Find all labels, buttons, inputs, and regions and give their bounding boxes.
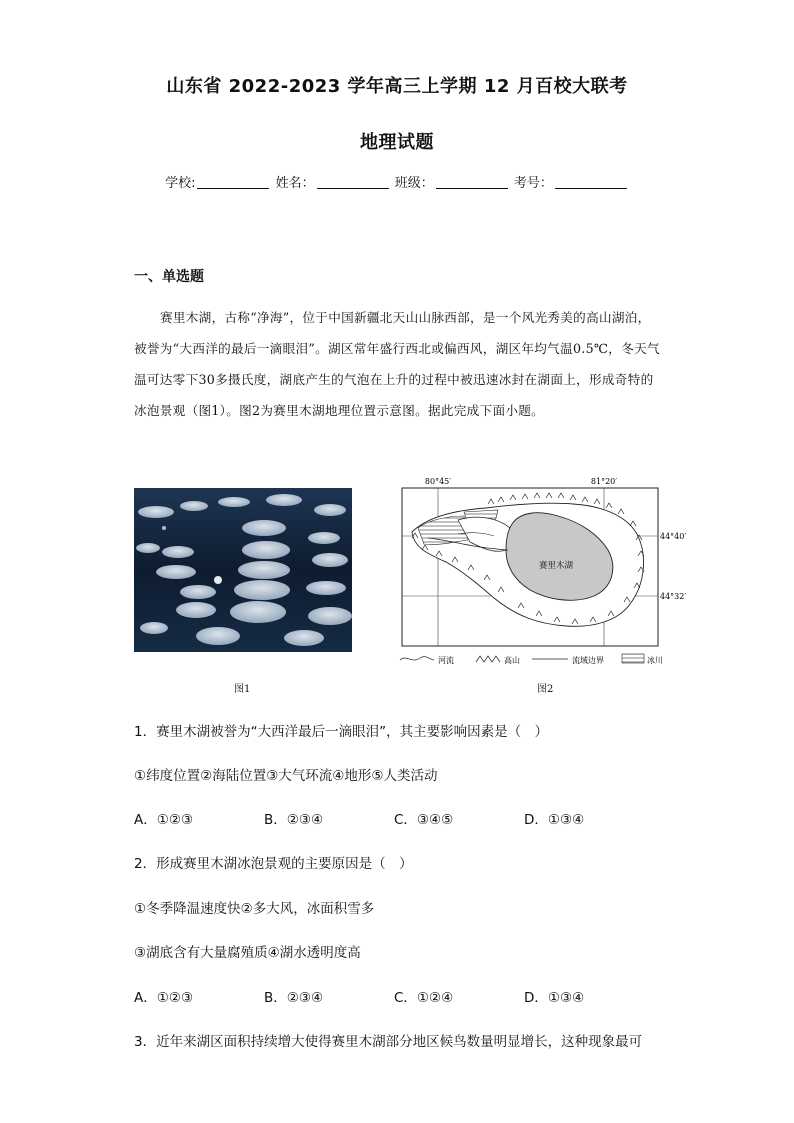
longitude-right: 81°20′: [590, 477, 618, 486]
question-1-items: ①纬度位置②海陆位置③大气环流④地形⑤人类活动: [134, 768, 438, 784]
question-3-stem: 3．近年来湖区面积持续增大使得赛里木湖部分地区候鸟数量明显增长，这种现象最可: [134, 1034, 643, 1050]
school-label: 学校:: [165, 176, 196, 191]
class-label: 班级：: [394, 176, 434, 191]
q1-option-b[interactable]: B．②③④: [264, 812, 324, 828]
student-info-row: [0, 172, 794, 191]
section-heading: 一、单选题: [134, 269, 204, 285]
question-2-items-line2: ③湖底含有大量腐殖质④湖水透明度高: [134, 945, 361, 961]
number-blank[interactable]: [555, 174, 627, 189]
name-blank[interactable]: [317, 174, 389, 189]
legend-basin: 流域边界: [572, 656, 604, 665]
legend-mountain: 高山: [504, 656, 520, 665]
number-label: 考号：: [513, 176, 553, 191]
legend-glacier: 冰川: [647, 656, 663, 665]
school-blank[interactable]: [197, 174, 269, 189]
q2-option-b[interactable]: B．②③④: [264, 990, 324, 1006]
q2-option-a[interactable]: A．①②③: [134, 990, 194, 1006]
legend-river: 河流: [438, 656, 454, 665]
q2-option-d[interactable]: D．①③④: [524, 990, 585, 1006]
figure1-caption: 图1: [234, 684, 251, 695]
question-1-stem: 1．赛里木湖被誉为“大西洋最后一滴眼泪”，其主要影响因素是（ ）: [134, 724, 549, 740]
reading-passage: 赛里木湖，古称“净海”，位于中国新疆北天山山脉西部，是一个风光秀美的高山湖泊，被誉为“大西洋的最后一滴眼泪”。湖区常年盛行西北或偏西风，湖区年均气温0.5℃，冬天气温可达零下30多摄氏度，湖底产生的气泡在上升的过程中被迅速冰封在湖面上，形成奇特的冰泡景观（图1）。图2为赛里木湖地理位置示意图。据此完成下面小题。: [134, 310, 660, 418]
subject-title: 地理试题: [360, 132, 434, 153]
q2-option-c[interactable]: C．①②④: [394, 990, 454, 1006]
ice-bubble-photo: [134, 488, 352, 652]
lake-label: 赛里木湖: [538, 561, 574, 571]
latitude-top: 44°40′: [660, 532, 687, 541]
longitude-left: 80°45′: [424, 477, 452, 486]
question-1-options: [134, 808, 654, 828]
q1-option-a[interactable]: A．①②③: [134, 812, 194, 828]
question-2-options: [134, 986, 654, 1006]
q1-option-c[interactable]: C．③④⑤: [394, 812, 454, 828]
lake-location-map: [398, 476, 687, 672]
question-2-stem: 2．形成赛里木湖冰泡景观的主要原因是（ ）: [134, 856, 413, 872]
name-label: 姓名：: [275, 176, 315, 191]
question-2-items-line1: ①冬季降温速度快②多大风，冰面积雪多: [134, 901, 375, 917]
class-blank[interactable]: [436, 174, 508, 189]
figure2-caption: 图2: [537, 684, 554, 695]
exam-title: 山东省 2022-2023 学年高三上学期 12 月百校大联考: [166, 76, 628, 97]
q1-option-d[interactable]: D．①③④: [524, 812, 585, 828]
map-legend: [400, 654, 663, 665]
latitude-bottom: 44°32′: [660, 592, 687, 601]
